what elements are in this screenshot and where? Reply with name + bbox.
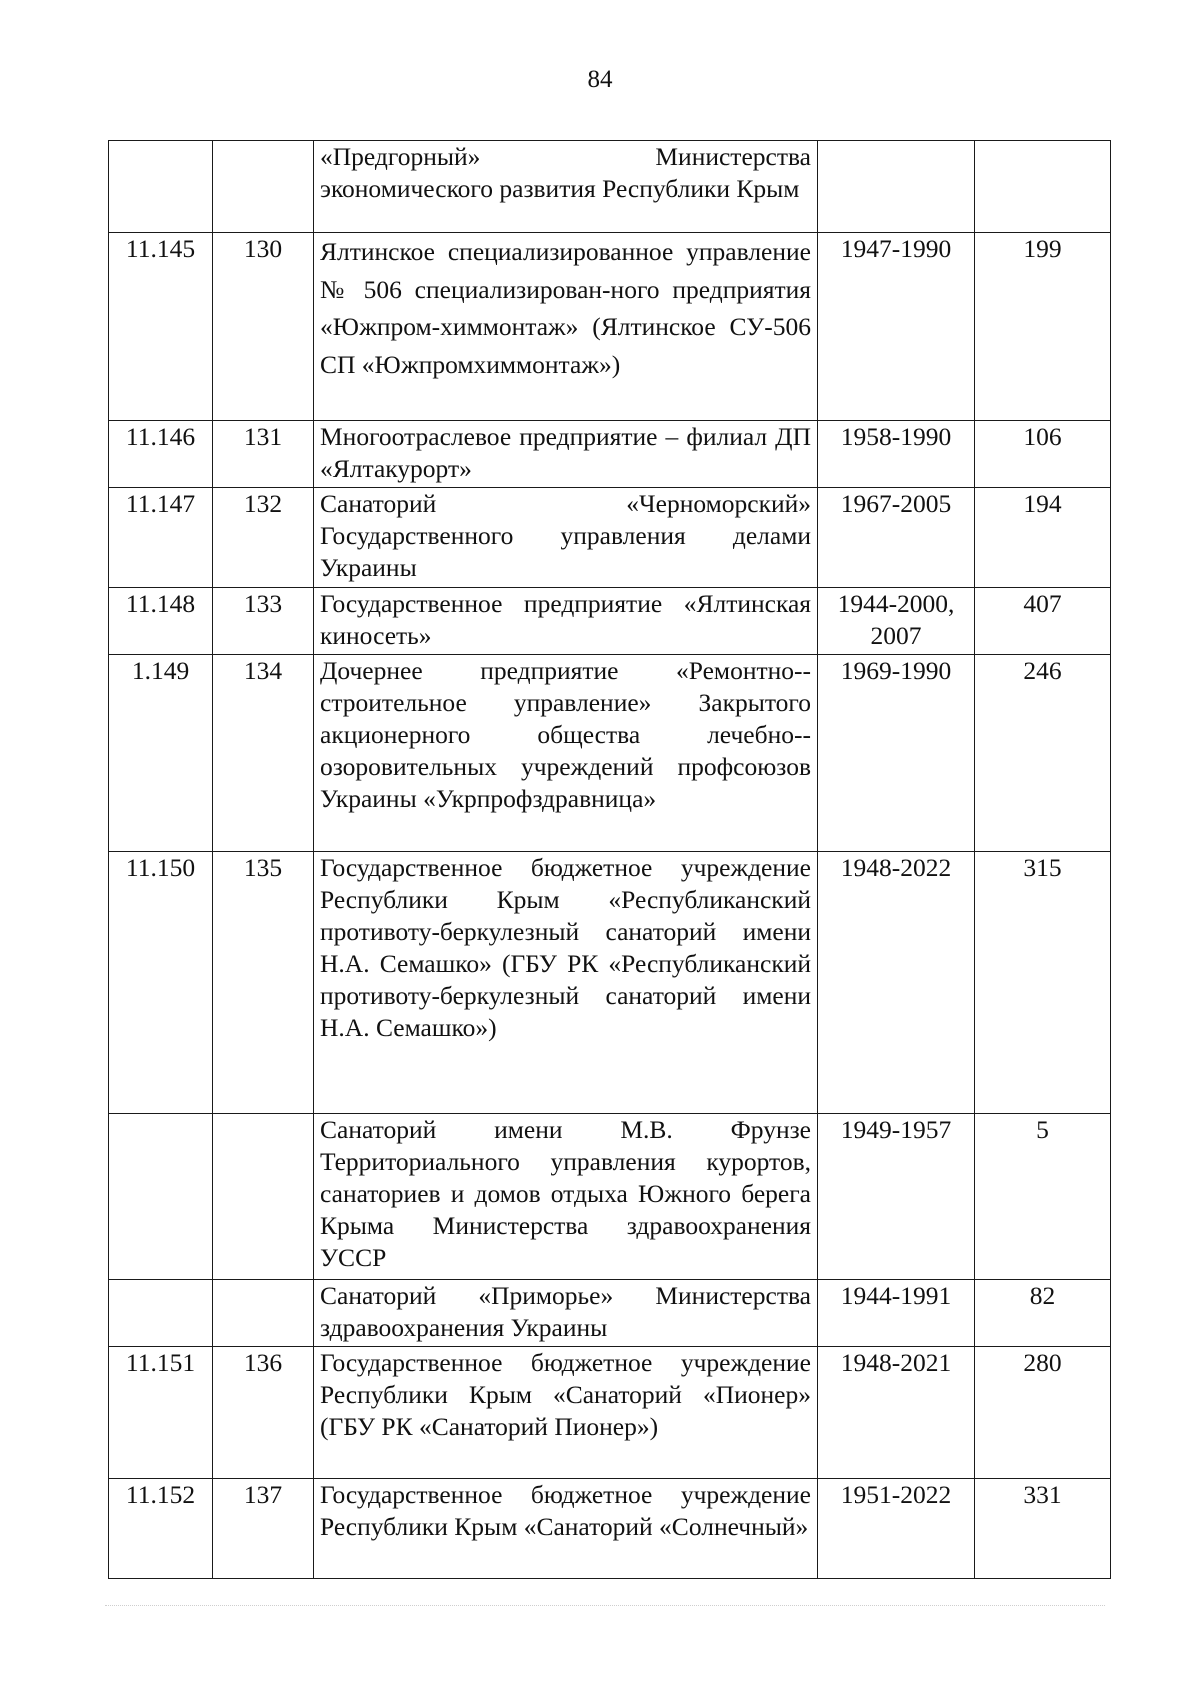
fund-name: Государственное предприятие «Ялтинская киносеть» xyxy=(314,588,818,655)
date-range: 1948-2021 xyxy=(818,1347,975,1479)
row-number: 11.148 xyxy=(109,588,213,655)
date-range: 1944-2000, 2007 xyxy=(818,588,975,655)
fund-number: 135 xyxy=(213,852,314,1114)
fund-number: 137 xyxy=(213,1479,314,1579)
table-row xyxy=(109,141,1111,233)
fund-registry-table xyxy=(108,140,1111,1579)
storage-units: 199 xyxy=(975,233,1111,421)
storage-units: 194 xyxy=(975,488,1111,588)
table-row xyxy=(109,421,1111,488)
fund-name: Государственное бюджетное учреждение Республики Крым «Санаторий «Солнечный» xyxy=(314,1479,818,1579)
row-number xyxy=(109,141,213,233)
date-range: 1947-1990 xyxy=(818,233,975,421)
date-range: 1948-2022 xyxy=(818,852,975,1114)
row-number: 11.147 xyxy=(109,488,213,588)
date-range: 1951-2022 xyxy=(818,1479,975,1579)
row-number: 11.146 xyxy=(109,421,213,488)
storage-units: 407 xyxy=(975,588,1111,655)
table-row xyxy=(109,1114,1111,1280)
date-range: 1967-2005 xyxy=(818,488,975,588)
table-row xyxy=(109,1280,1111,1347)
fund-number: 132 xyxy=(213,488,314,588)
fund-number: 133 xyxy=(213,588,314,655)
fund-number: 130 xyxy=(213,233,314,421)
table-row xyxy=(109,852,1111,1114)
date-range: 1949-1957 xyxy=(818,1114,975,1280)
row-number: 11.150 xyxy=(109,852,213,1114)
table-row xyxy=(109,655,1111,852)
fund-number xyxy=(213,1280,314,1347)
storage-units: 246 xyxy=(975,655,1111,852)
row-number xyxy=(109,1114,213,1280)
fund-number xyxy=(213,141,314,233)
table-row xyxy=(109,488,1111,588)
row-number: 11.152 xyxy=(109,1479,213,1579)
fund-name: Дочернее предприятие «Ремонтно-строительное управление» Закрытого акционерного общества лечебно-озоровительных учреждений профсоюзов Украины «Укрпрофздравница» xyxy=(314,655,818,852)
fund-name: Государственное бюджетное учреждение Республики Крым «Санаторий «Пионер» (ГБУ РК «Санаторий Пионер») xyxy=(314,1347,818,1479)
table-row xyxy=(109,1479,1111,1579)
table-row xyxy=(109,588,1111,655)
row-number: 11.145 xyxy=(109,233,213,421)
fund-name: Санаторий «Приморье» Министерства здравоохранения Украины xyxy=(314,1280,818,1347)
fund-number xyxy=(213,1114,314,1280)
fund-name: Санаторий имени М.В. Фрунзе Территориального управления курортов, санаториев и домов отдыха Южного берега Крыма Министерства здравоохранения УССР xyxy=(314,1114,818,1280)
fund-name: Многоотраслевое предприятие – филиал ДП «Ялтакурорт» xyxy=(314,421,818,488)
storage-units: 106 xyxy=(975,421,1111,488)
fund-name: Государственное бюджетное учреждение Республики Крым «Республиканский противоту-беркулезный санаторий имени Н.А. Семашко» (ГБУ РК «Республиканский противоту-беркулезный санаторий имени Н.А. Семашко») xyxy=(314,852,818,1114)
date-range: 1958-1990 xyxy=(818,421,975,488)
fund-name: Ялтинское специализированное управление № 506 специализирован-ного предприятия «Южпром-химмонтаж» (Ялтинское СУ-506 СП «Южпромхиммонтаж») xyxy=(314,233,818,421)
scan-artifact-line xyxy=(105,1605,1105,1606)
storage-units: 82 xyxy=(975,1280,1111,1347)
row-number: 1.149 xyxy=(109,655,213,852)
fund-number: 134 xyxy=(213,655,314,852)
page-number: 84 xyxy=(587,66,613,93)
row-number xyxy=(109,1280,213,1347)
date-range: 1969-1990 xyxy=(818,655,975,852)
fund-name: Санаторий «Черноморский» Государственного управления делами Украины xyxy=(314,488,818,588)
storage-units: 5 xyxy=(975,1114,1111,1280)
date-range: 1944-1991 xyxy=(818,1280,975,1347)
storage-units xyxy=(975,141,1111,233)
storage-units: 315 xyxy=(975,852,1111,1114)
fund-number: 136 xyxy=(213,1347,314,1479)
table-row xyxy=(109,233,1111,421)
fund-number: 131 xyxy=(213,421,314,488)
fund-name: «Предгорный» Министерства экономического развития Республики Крым xyxy=(314,141,818,233)
row-number: 11.151 xyxy=(109,1347,213,1479)
table-row xyxy=(109,1347,1111,1479)
storage-units: 280 xyxy=(975,1347,1111,1479)
date-range xyxy=(818,141,975,233)
storage-units: 331 xyxy=(975,1479,1111,1579)
